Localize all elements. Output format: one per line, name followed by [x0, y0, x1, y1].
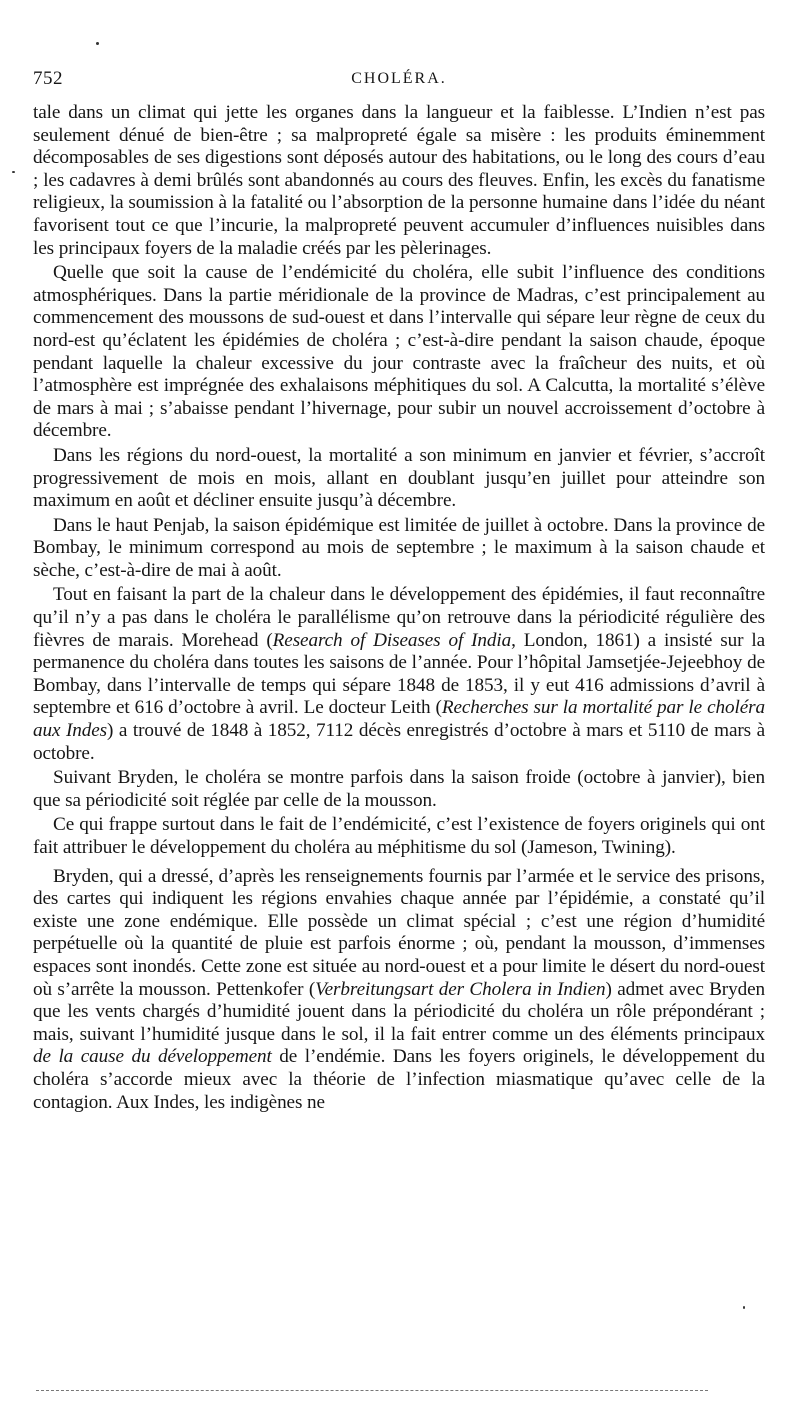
italic-text-segment: de la cause du développement: [33, 1046, 272, 1068]
scan-speck: [743, 1306, 745, 1309]
italic-text-segment: Research of Diseases of India: [272, 629, 512, 651]
document-page: [33, 68, 765, 1114]
italic-text-segment: Recherches sur la mortalité par le choléra aux Indes: [33, 697, 765, 742]
scan-speck: [12, 171, 15, 173]
page-number: 752: [33, 68, 63, 89]
paragraph: [33, 445, 765, 513]
text-segment: Ce qui frappe surtout dans le fait de l’endémicité, c’est l’existence de foyers originels qui ont fait attribuer le développement du choléra au méphitisme du sol (Jameson, Twining).: [33, 814, 765, 858]
text-segment: Suivant Bryden, le choléra se montre parfois dans la saison froide (octobre à janvier), bien que sa périodicité soit réglée par celle de la mousson.: [33, 767, 765, 811]
paragraph: [33, 814, 765, 859]
text-segment: Dans le haut Penjab, la saison épidémique est limitée de juillet à octobre. Dans la province de Bombay, le minimum correspond au mois de septembre ; le maximum à la saison chaude et sèche, c’est-à-dire de mai à août.: [33, 514, 765, 581]
text-segment: ) a trouvé de 1848 à 1852, 7112 décès enregistrés d’octobre à mars et 5110 de mars à octobre.: [33, 720, 765, 764]
text-segment: , London, 1861) a insisté sur la permanence du choléra dans toutes les saisons de l’année. Pour l’hôpital Jamsetjée-Jejeebhoy de Bombay, dans l’intervalle de temps qui sépare 1848 de 1853, il y eut 416 admissions d’avril à septembre et 616 d’octobre à avril. Le docteur Leith (: [33, 629, 765, 719]
paragraph: [33, 262, 765, 443]
text-segment: Tout en faisant la part de la chaleur dans le développement des épidémies, il faut reconnaître qu’il n’y a pas dans le choléra le parallélisme qu’on retrouve dans la périodicité régulière des fièvres de marais. Morehead (: [33, 584, 765, 651]
paragraph: [33, 866, 765, 1115]
footer-dotted-rule: [36, 1390, 708, 1391]
text-segment: tale dans un climat qui jette les organes dans la langueur et la faiblesse. L’Indien n’est pas seulement dénué de bien-être ; sa malpropreté égale sa misère : les produits éminemment décomposables de ses digestions sont déposés autour des habitations, ou le long des cours d’eau ; les cadavres à demi brûlés sont abandonnés au cours des fleuves. Enfin, les excès du fanatisme religieux, la soumission à la fatalité ou l’absorption de la personne humaine dans l’idée du néant favorisent tout ce que l’incurie, la malpropreté peuvent accumuler d’influences nuisibles dans les principaux foyers de la maladie créés par les pèlerinages.: [33, 102, 765, 259]
paragraph: [33, 102, 765, 260]
text-segment: de l’endémie. Dans les foyers originels, le développement du choléra s’accorde mieux avec la théorie de l’infection miasmatique qu’avec celle de la contagion. Aux Indes, les indigènes ne: [33, 1046, 765, 1113]
body-text: [33, 102, 765, 1114]
text-segment: ) admet avec Bryden que les vents chargés d’humidité jouent dans la périodicité du choléra un rôle prépondérant ; mais, suivant l’humidité jusque dans le sol, il la fait entrer comme un des éléments principaux: [33, 978, 765, 1045]
text-segment: Bryden, qui a dressé, d’après les renseignements fournis par l’armée et le service des prisons, des cartes qui indiquent les régions envahies chaque année par l’épidémie, a constaté qu’il existe une zone endémique. Elle possède un climat spécial ; c’est une région d’humidité perpétuelle où la quantité de pluie est parfois énorme ; où, pendant la mousson, d’immenses espaces sont inondés. Cette zone est située au nord-ouest et a pour limite le désert du nord-ouest où s’arrête la mousson. Pettenkofer (: [33, 865, 765, 1000]
page-header: [33, 68, 765, 102]
text-segment: Quelle que soit la cause de l’endémicité du choléra, elle subit l’influence des conditions atmosphériques. Dans la partie méridionale de la province de Madras, c’est principalement au commencement des moussons de sud-ouest et dans l’intervalle qui sépare leur règne de ceux du nord-est qu’éclatent les épidémies de choléra ; c’est-à-dire pendant la saison chaude, époque pendant laquelle la chaleur excessive du jour contraste avec la fraîcheur des nuits, et où l’atmosphère est imprégnée des exhalaisons méphitiques du sol. A Calcutta, la mortalité s’élève de mars à mai ; s’abaisse pendant l’hivernage, pour subir un nouvel accroissement d’octobre à décembre.: [33, 262, 765, 442]
text-segment: Dans les régions du nord-ouest, la mortalité a son minimum en janvier et février, s’accroît progressivement de mois en mois, allant en doublant jusqu’en juillet pour atteindre son maximum en août et décliner ensuite jusqu’à décembre.: [33, 444, 765, 512]
paragraph: [33, 515, 765, 583]
paragraph: [33, 584, 765, 765]
paragraph: [33, 767, 765, 812]
scan-speck: [96, 42, 99, 45]
running-title: CHOLÉRA.: [351, 70, 447, 87]
italic-text-segment: Verbreitungsart der Cholera in Indien: [315, 978, 606, 1000]
